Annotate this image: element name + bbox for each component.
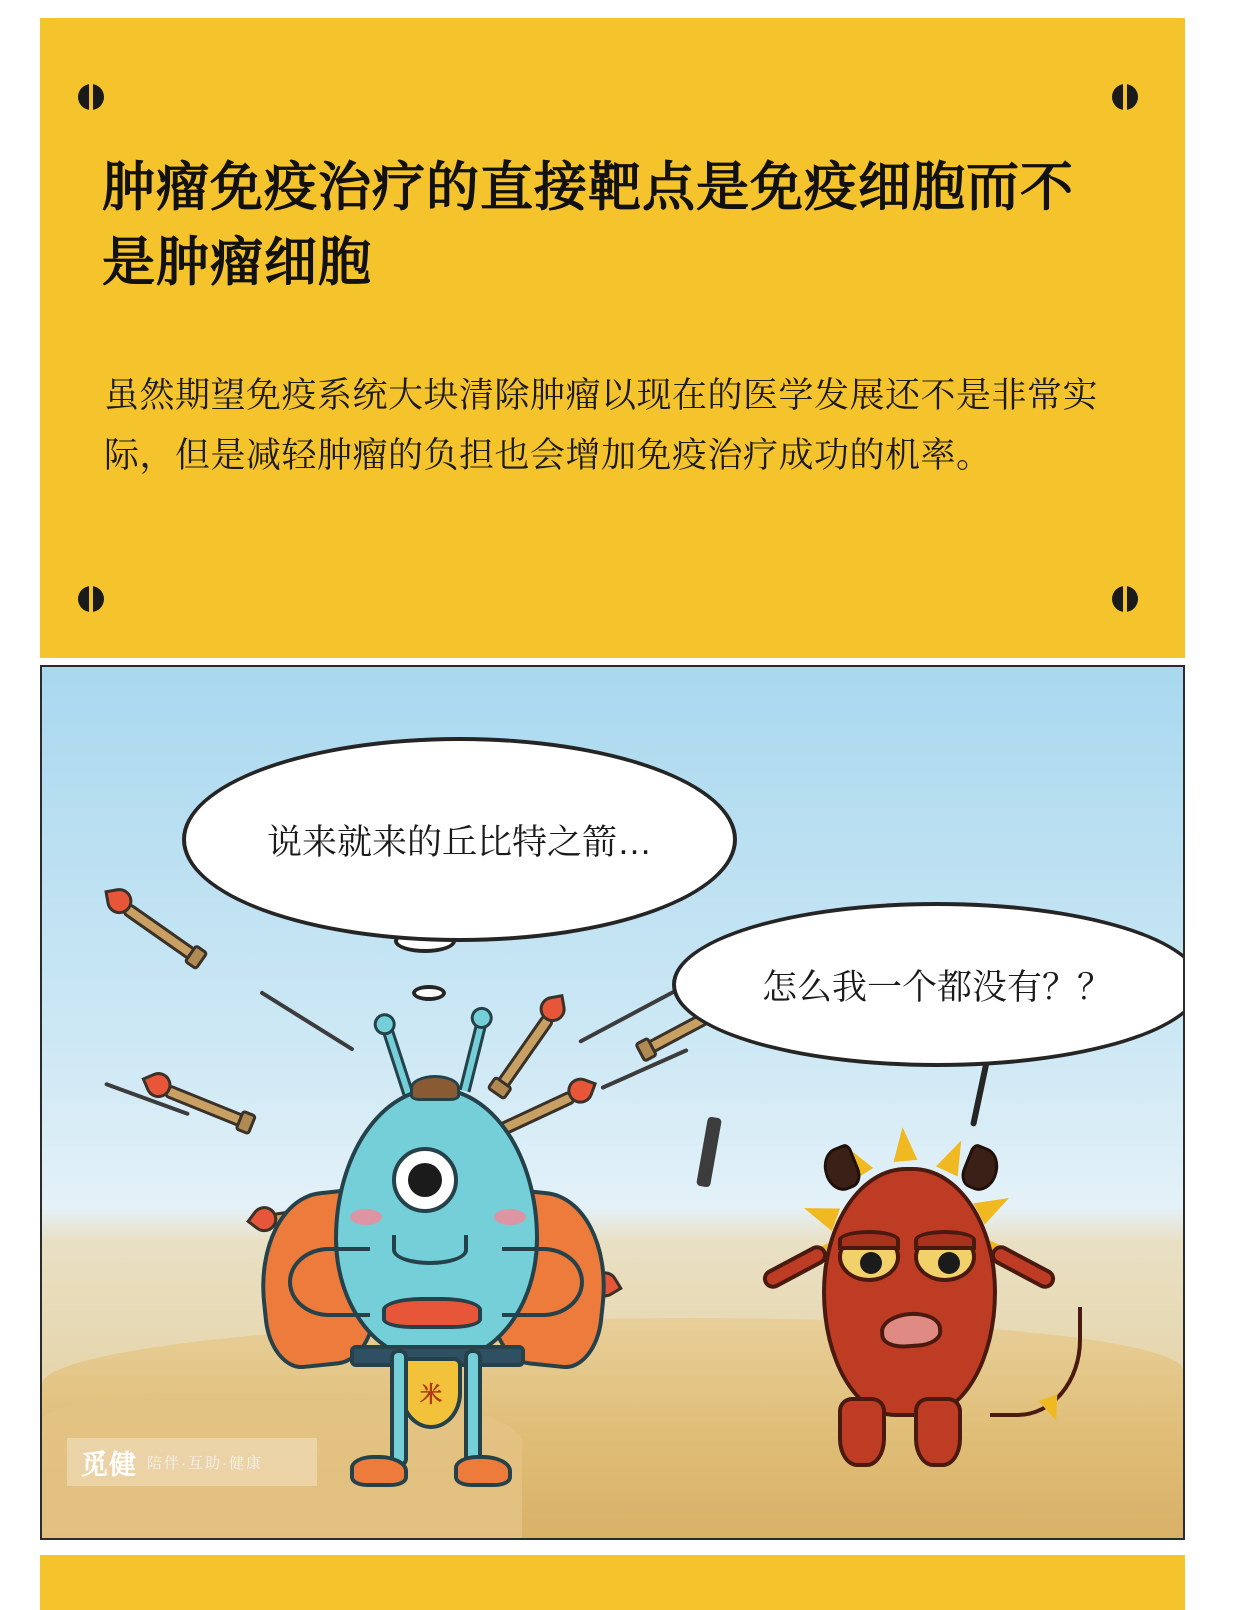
cupid-arrow-icon [121, 902, 199, 963]
villain-speech-bubble: 怎么我一个都没有？？ [672, 902, 1185, 1067]
villain-spike [891, 1126, 918, 1162]
binder-hole-bottom-left-icon [78, 586, 104, 612]
red-devil-monster [742, 1097, 1072, 1517]
villain-tail [990, 1307, 1082, 1417]
hero-speech-bubble: 说来就来的丘比特之箭… [182, 737, 737, 942]
villain-pupil-left [860, 1252, 882, 1274]
hero-badge: 米 [400, 1357, 462, 1429]
body-paragraph: 虽然期望免疫系统大块清除肿瘤以现在的医学发展还不是非常实际，但是减轻肿瘤的负担也会增加免疫治疗成功的机率。 [104, 376, 1099, 476]
hero-foot-left [350, 1455, 408, 1487]
villain-tail-tip [1038, 1394, 1065, 1423]
watermark-logo: 觅健 [81, 1449, 137, 1480]
binder-hole-top-left-icon [78, 84, 104, 110]
villain-eyelid-right [914, 1230, 976, 1250]
hero-leg-right [464, 1349, 482, 1467]
binder-hole-top-right-icon [1112, 84, 1138, 110]
villain-leg-right [914, 1397, 962, 1467]
hero-arm-left [288, 1247, 370, 1317]
page-title: 肿瘤免疫治疗的直接靶点是免疫细胞而不是肿瘤细胞 [102, 158, 1074, 293]
thought-dot-small [412, 985, 446, 1001]
info-card [40, 18, 1185, 658]
info-card-inner [40, 18, 1185, 658]
hero-blush-right [494, 1209, 526, 1225]
hero-blush-left [350, 1209, 382, 1225]
blue-hero-monster [242, 997, 622, 1497]
hero-mouth [392, 1235, 468, 1265]
hero-hair [410, 1075, 460, 1101]
speed-line [696, 1116, 722, 1187]
hero-scarf [382, 1297, 482, 1329]
villain-arm-left [759, 1242, 830, 1293]
hero-antenna-right [459, 1022, 488, 1093]
bottom-card-strip [40, 1555, 1185, 1610]
cupid-arrow-icon [163, 1083, 248, 1128]
watermark [67, 1438, 317, 1486]
hero-pupil [408, 1163, 442, 1197]
villain-body [822, 1167, 997, 1417]
villain-pupil-right [938, 1252, 960, 1274]
binder-hole-bottom-right-icon [1112, 586, 1138, 612]
villain-eyelid-left [838, 1230, 900, 1250]
hero-leg-left [390, 1349, 408, 1467]
villain-leg-left [838, 1397, 886, 1467]
hero-arm-right [502, 1247, 584, 1317]
watermark-tagline: 陪伴·互助·健康 [147, 1454, 263, 1472]
comic-panel [40, 665, 1185, 1540]
hero-foot-right [454, 1455, 512, 1487]
